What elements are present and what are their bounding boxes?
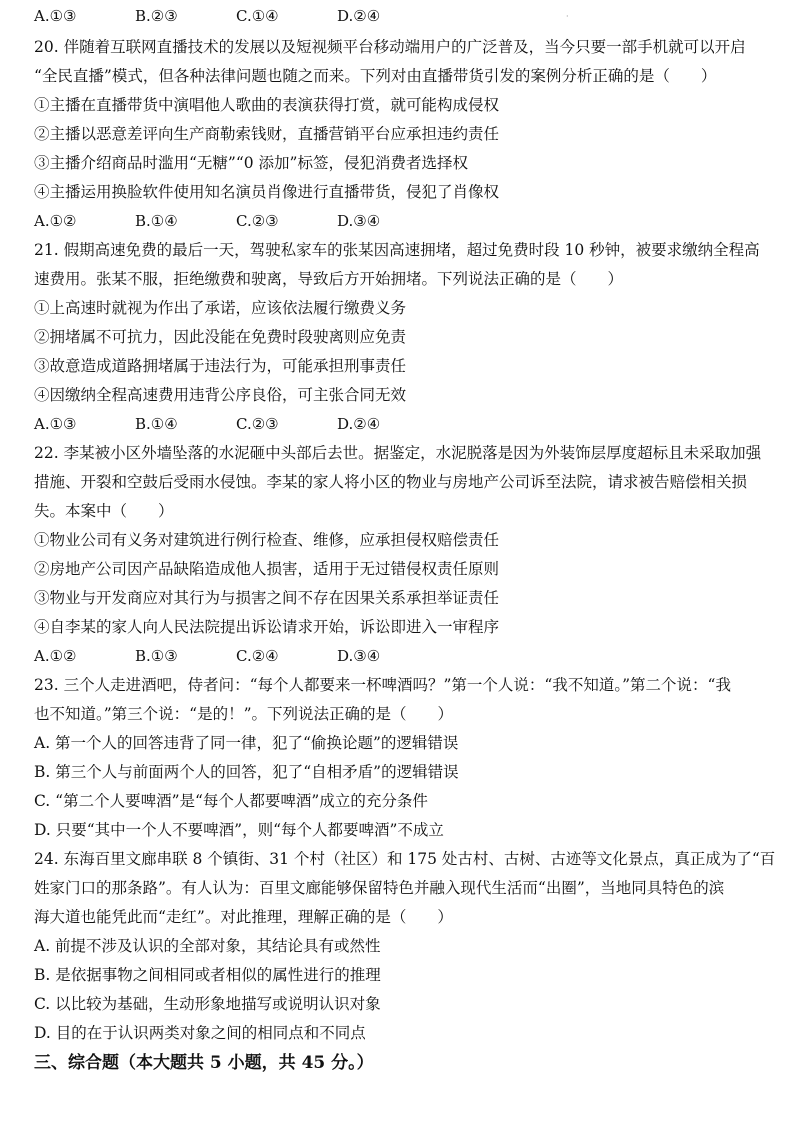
q21-item-1: ①上高速时就视为作出了承诺，应该依法履行缴费义务	[34, 299, 407, 317]
q22-options	[34, 646, 438, 666]
q24-stem-line2: 姓家门口的那条路”。有人认为：百里文廊能够保留特色并融入现代生活而“出圈”，当地同具特色的滨	[34, 879, 725, 897]
q22-item-4: ④自李某的家人向人民法院提出诉讼请求开始，诉讼即进入一审程序	[34, 618, 500, 636]
q21-options	[34, 414, 438, 434]
q20-item-3: ③主播介绍商品时滥用“无糖”“0 添加”标签，侵犯消费者选择权	[34, 154, 468, 172]
q23-choice-d[interactable]: D. 只要“其中一个人不要啤酒”，则“每个人都要啤酒”不成立	[34, 821, 444, 839]
q22-item-3: ③物业与开发商应对其行为与损害之间不存在因果关系承担举证责任	[34, 589, 500, 607]
q20-stem-line1: 20. 伴随着互联网直播技术的发展以及短视频平台移动端用户的广泛普及，当今只要一部手机就可以开启	[34, 38, 746, 56]
q24-stem-line1: 24. 东海百里文廊串联 8 个镇街、31 个村（社区）和 175 处古村、古树、古迹等文化景点，真正成为了“百	[34, 850, 776, 868]
q22-option-d[interactable]: D.③④	[337, 647, 381, 665]
q20-item-1: ①主播在直播带货中演唱他人歌曲的表演获得打赏，就可能构成侵权	[34, 96, 500, 114]
q24-choice-a[interactable]: A. 前提不涉及认识的全部对象，其结论具有或然性	[34, 937, 381, 955]
q22-stem-line1: 22. 李某被小区外墙坠落的水泥砸中头部后去世。据鉴定，水泥脱落是因为外装饰层厚度超标且未采取加强	[34, 444, 762, 462]
q24-choice-c[interactable]: C. 以比较为基础，生动形象地描写或说明认识对象	[34, 995, 381, 1013]
q21-option-d[interactable]: D.②④	[337, 415, 381, 433]
q21-stem-line1: 21. 假期高速免费的最后一天，驾驶私家车的张某因高速拥堵，超过免费时段 10 秒钟，被要求缴纳全程高	[34, 241, 760, 259]
q20-item-2: ②主播以恶意差评向生产商勒索钱财，直播营销平台应承担违约责任	[34, 125, 500, 143]
q23-stem-line1: 23. 三个人走进酒吧，侍者问：“每个人都要来一杯啤酒吗？”第一个人说：“我不知道。”第二个说：“我	[34, 676, 731, 694]
section-3-heading: 三、综合题（本大题共 5 小题，共 45 分。）	[34, 1053, 374, 1073]
q20-item-4: ④主播运用换脸软件使用知名演员肖像进行直播带货，侵犯了肖像权	[34, 183, 500, 201]
q23-choice-a[interactable]: A. 第一个人的回答违背了同一律，犯了“偷换论题”的逻辑错误	[34, 734, 459, 752]
q23-stem-line2: 也不知道。”第三个说：“是的！”。下列说法正确的是（ ）	[34, 705, 454, 723]
q22-stem-line2: 措施、开裂和空鼓后受雨水侵蚀。李某的家人将小区的物业与房地产公司诉至法院，请求被告赔偿相关损	[34, 473, 748, 491]
q23-choice-c[interactable]: C. “第二个人要啤酒”是“每个人都要啤酒”成立的充分条件	[34, 792, 428, 810]
q21-option-c[interactable]: C.②③	[236, 415, 279, 433]
prev-question-options	[34, 6, 438, 26]
option-a[interactable]: A.①③	[34, 7, 77, 25]
q22-item-1: ①物业公司有义务对建筑进行例行检查、维修，应承担侵权赔偿责任	[34, 531, 500, 549]
q20-option-c[interactable]: C.②③	[236, 212, 279, 230]
option-b[interactable]: B.②③	[135, 7, 178, 25]
q20-option-a[interactable]: A.①②	[34, 212, 77, 230]
q24-stem-line3: 海大道也能凭此而“走红”。对此推理，理解正确的是（ ）	[34, 908, 453, 926]
q21-option-a[interactable]: A.①③	[34, 415, 77, 433]
q21-item-2: ②拥堵属不可抗力，因此没能在免费时段驶离则应免责	[34, 328, 407, 346]
q20-option-b[interactable]: B.①④	[135, 212, 178, 230]
q22-stem-line3: 失。本案中（ ）	[34, 502, 174, 520]
q22-option-b[interactable]: B.①③	[135, 647, 178, 665]
q22-item-2: ②房地产公司因产品缺陷造成他人损害，适用于无过错侵权责任原则	[34, 560, 500, 578]
q22-option-c[interactable]: C.②④	[236, 647, 279, 665]
q20-option-d[interactable]: D.③④	[337, 212, 381, 230]
q21-option-b[interactable]: B.①④	[135, 415, 178, 433]
q20-options	[34, 211, 438, 231]
q21-item-3: ③故意造成道路拥堵属于违法行为，可能承担刑事责任	[34, 357, 407, 375]
q20-stem-line2: “全民直播”模式，但各种法律问题也随之而来。下列对由直播带货引发的案例分析正确的是（ ）	[34, 67, 717, 85]
q22-option-a[interactable]: A.①②	[34, 647, 77, 665]
q23-choice-b[interactable]: B. 第三个人与前面两个人的回答，犯了“自相矛盾”的逻辑错误	[34, 763, 459, 781]
scan-mark: ·	[566, 12, 569, 21]
q24-choice-b[interactable]: B. 是依据事物之间相同或者相似的属性进行的推理	[34, 966, 381, 984]
option-c[interactable]: C.①④	[236, 7, 279, 25]
q21-item-4: ④因缴纳全程高速费用违背公序良俗，可主张合同无效	[34, 386, 407, 404]
q24-choice-d[interactable]: D. 目的在于认识两类对象之间的相同点和不同点	[34, 1024, 366, 1042]
q21-stem-line2: 速费用。张某不服，拒绝缴费和驶离，导致后方开始拥堵。下列说法正确的是（ ）	[34, 270, 624, 288]
option-d[interactable]: D.②④	[337, 7, 381, 25]
